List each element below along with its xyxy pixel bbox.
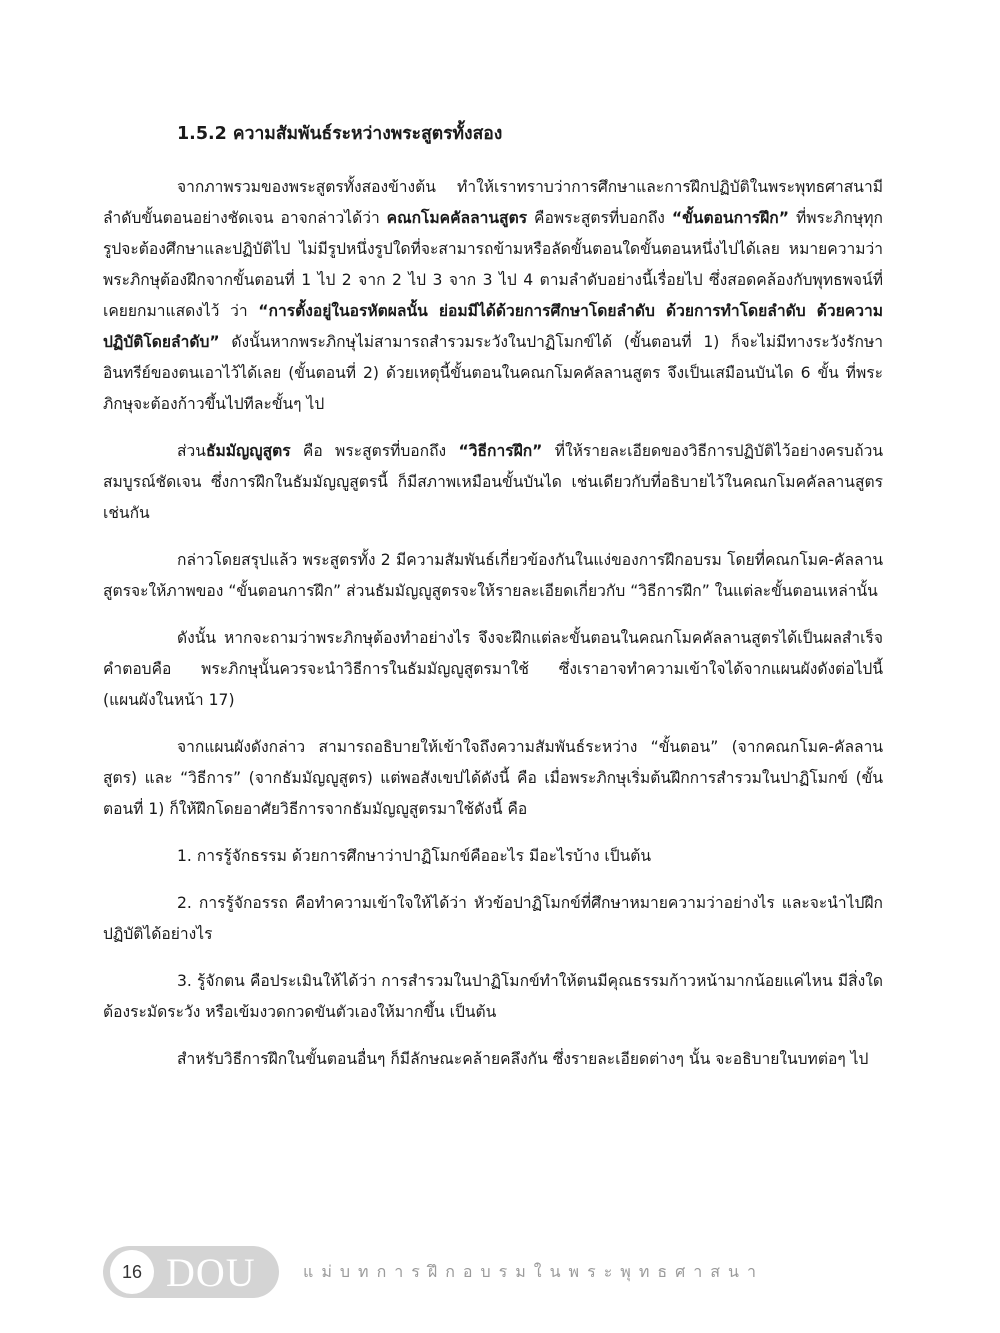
bold-term: คณกโมคคัลลานสูตร: [386, 209, 528, 227]
book-title: แม่บทการฝึกอบรมในพระพุทธศาสนา: [303, 1261, 764, 1281]
bold-term: “วิธีการฝึก”: [458, 442, 543, 460]
paragraph: [103, 623, 883, 716]
page-number: 16: [110, 1250, 154, 1294]
text-run: กล่าวโดยสรุปแล้ว พระสูตรทั้ง 2 มีความสัมพันธ์เกี่ยวข้องกันในแง่ของการฝึกอบรม โดยที่คณกโมค-คัลลานสูตรจะให้ภาพของ “ขั้นตอนการฝึก” ส่วนธัมมัญญูสูตรจะให้รายละเอียดเกี่ยวกับ “วิธีการฝึก” ในแต่ละขั้นตอนเหล่านั้น: [103, 551, 883, 600]
paragraph: [103, 1044, 883, 1075]
page-body: [103, 112, 883, 1091]
text-run: 1. การรู้จักธรรม ด้วยการศึกษาว่าปาฏิโมกข์คืออะไร มีอะไรบ้าง เป็นต้น: [177, 847, 652, 865]
paragraph: [103, 172, 883, 420]
text-run: ที่ให้รายละเอียดของวิธีการปฏิบัติไว้อย่างครบถ้วนสมบูรณ์ชัดเจน ซึ่งการฝึกในธัมมัญญูสูตรนี้ ก็มีสภาพเหมือนขั้นบันได เช่นเดียวกับที่อธิบายไว้ในคณกโมคคัลลานสูตรเช่นกัน: [103, 442, 883, 522]
text-run: ดังนั้น หากจะถามว่าพระภิกษุต้องทำอย่างไร จึงจะฝึกแต่ละขั้นตอนในคณกโมคคัลลานสูตรได้เป็นผลสำเร็จ คำตอบคือ พระภิกษุนั้นควรจะนำวิธีการในธัมมัญญูสูตรมาใช้ ซึ่งเราอาจทำความเข้าใจได้จากแผนผังดังต่อไปนี้ (แผนผังในหน้า 17): [103, 629, 883, 709]
list-item-3: [103, 966, 883, 1028]
footer-badge: [103, 1246, 279, 1298]
section-heading: 1.5.2 ความสัมพันธ์ระหว่างพระสูตรทั้งสอง: [177, 124, 503, 144]
text-run: 3. รู้จักตน คือประเมินให้ได้ว่า การสำรวมในปาฏิโมกข์ทำให้ตนมีคุณธรรมก้าวหน้ามากน้อยแค่ไหน มีสิ่งใดต้องระมัดระวัง หรือเข้มงวดกวดขันตัวเองให้มากขึ้น เป็นต้น: [103, 972, 883, 1021]
paragraph: [103, 732, 883, 825]
paragraph: [103, 545, 883, 607]
text-run: ที่พระภิกษุทุกรูปจะต้องศึกษาและปฏิบัติไป ไม่มีรูปหนึ่งรูปใดที่จะสามารถข้ามหรือลัดขั้นตอนใดขั้นตอนหนึ่งไปได้เลย หมายความว่า พระภิกษุต้องฝึกจากขั้นตอนที่ 1 ไป 2 จาก 2 ไป 3 จาก 3 ไป 4 ตามลำดับอย่างนี้เรื่อยไป ซึ่งสอดคล้องกับพุทธพจน์ที่เคยยกมาแสดงไว้ ว่า: [103, 209, 883, 320]
text-run: จากภาพรวมของพระสูตรทั้งสองข้างต้น ทำให้เราทราบว่าการศึกษาและการฝึกปฏิบัติในพระพุทธศาสนามีลำดับขั้นตอนอย่างชัดเจน อาจกล่าวได้ว่า: [103, 178, 883, 227]
text-run: 2. การรู้จักอรรถ คือทำความเข้าใจให้ได้ว่า หัวข้อปาฏิโมกข์ที่ศึกษาหมายความว่าอย่างไร และจะนำไปฝึกปฏิบัติได้อย่างไร: [103, 894, 883, 943]
text-run: คือ พระสูตรที่บอกถึง: [290, 442, 459, 460]
text-run: ส่วน: [177, 442, 206, 460]
list-item-2: [103, 888, 883, 950]
list-item-1: [103, 841, 883, 872]
bold-term: ธัมมัญญูสูตร: [205, 442, 291, 460]
paragraph: [103, 436, 883, 529]
page-footer: [103, 1246, 764, 1298]
text-run: ดังนั้นหากพระภิกษุไม่สามารถสำรวมระวังในปาฏิโมกข์ได้ (ขั้นตอนที่ 1) ก็จะไม่มีทางระวังรักษาอินทรีย์ของตนเอาไว้ได้เลย (ขั้นตอนที่ 2) ด้วยเหตุนี้ขั้นตอนในคณกโมคคัลลานสูตร จึงเป็นเสมือนบันได 6 ขั้น ที่พระภิกษุจะต้องก้าวขึ้นไปทีละขั้นๆ ไป: [103, 333, 883, 413]
text-run: คือพระสูตรที่บอกถึง: [527, 209, 672, 227]
bold-quote: “การตั้งอยู่ในอรหัตผลนั้น ย่อมมีได้ด้วยการศึกษาโดยลำดับ ด้วยการทำโดยลำดับ ด้วยความปฏิบัติโดยลำดับ”: [103, 302, 883, 351]
bold-term: “ขั้นตอนการฝึก”: [671, 209, 789, 227]
text-run: สำหรับวิธีการฝึกในขั้นตอนอื่นๆ ก็มีลักษณะคล้ายคลึงกัน ซึ่งรายละเอียดต่างๆ นั้น จะอธิบายในบทต่อๆ ไป: [177, 1050, 869, 1068]
dou-logo: DOU: [166, 1249, 256, 1295]
text-run: จากแผนผังดังกล่าว สามารถอธิบายให้เข้าใจถึงความสัมพันธ์ระหว่าง “ขั้นตอน” (จากคณกโมค-คัลลานสูตร) และ “วิธีการ” (จากธัมมัญญูสูตร) แต่พอสังเขปได้ดังนี้ คือ เมื่อพระภิกษุเริ่มต้นฝึกการสำรวมในปาฏิโมกข์ (ขั้นตอนที่ 1) ก็ให้ฝึกโดยอาศัยวิธีการจากธัมมัญญูสูตรมาใช้ดังนี้ คือ: [103, 738, 883, 818]
